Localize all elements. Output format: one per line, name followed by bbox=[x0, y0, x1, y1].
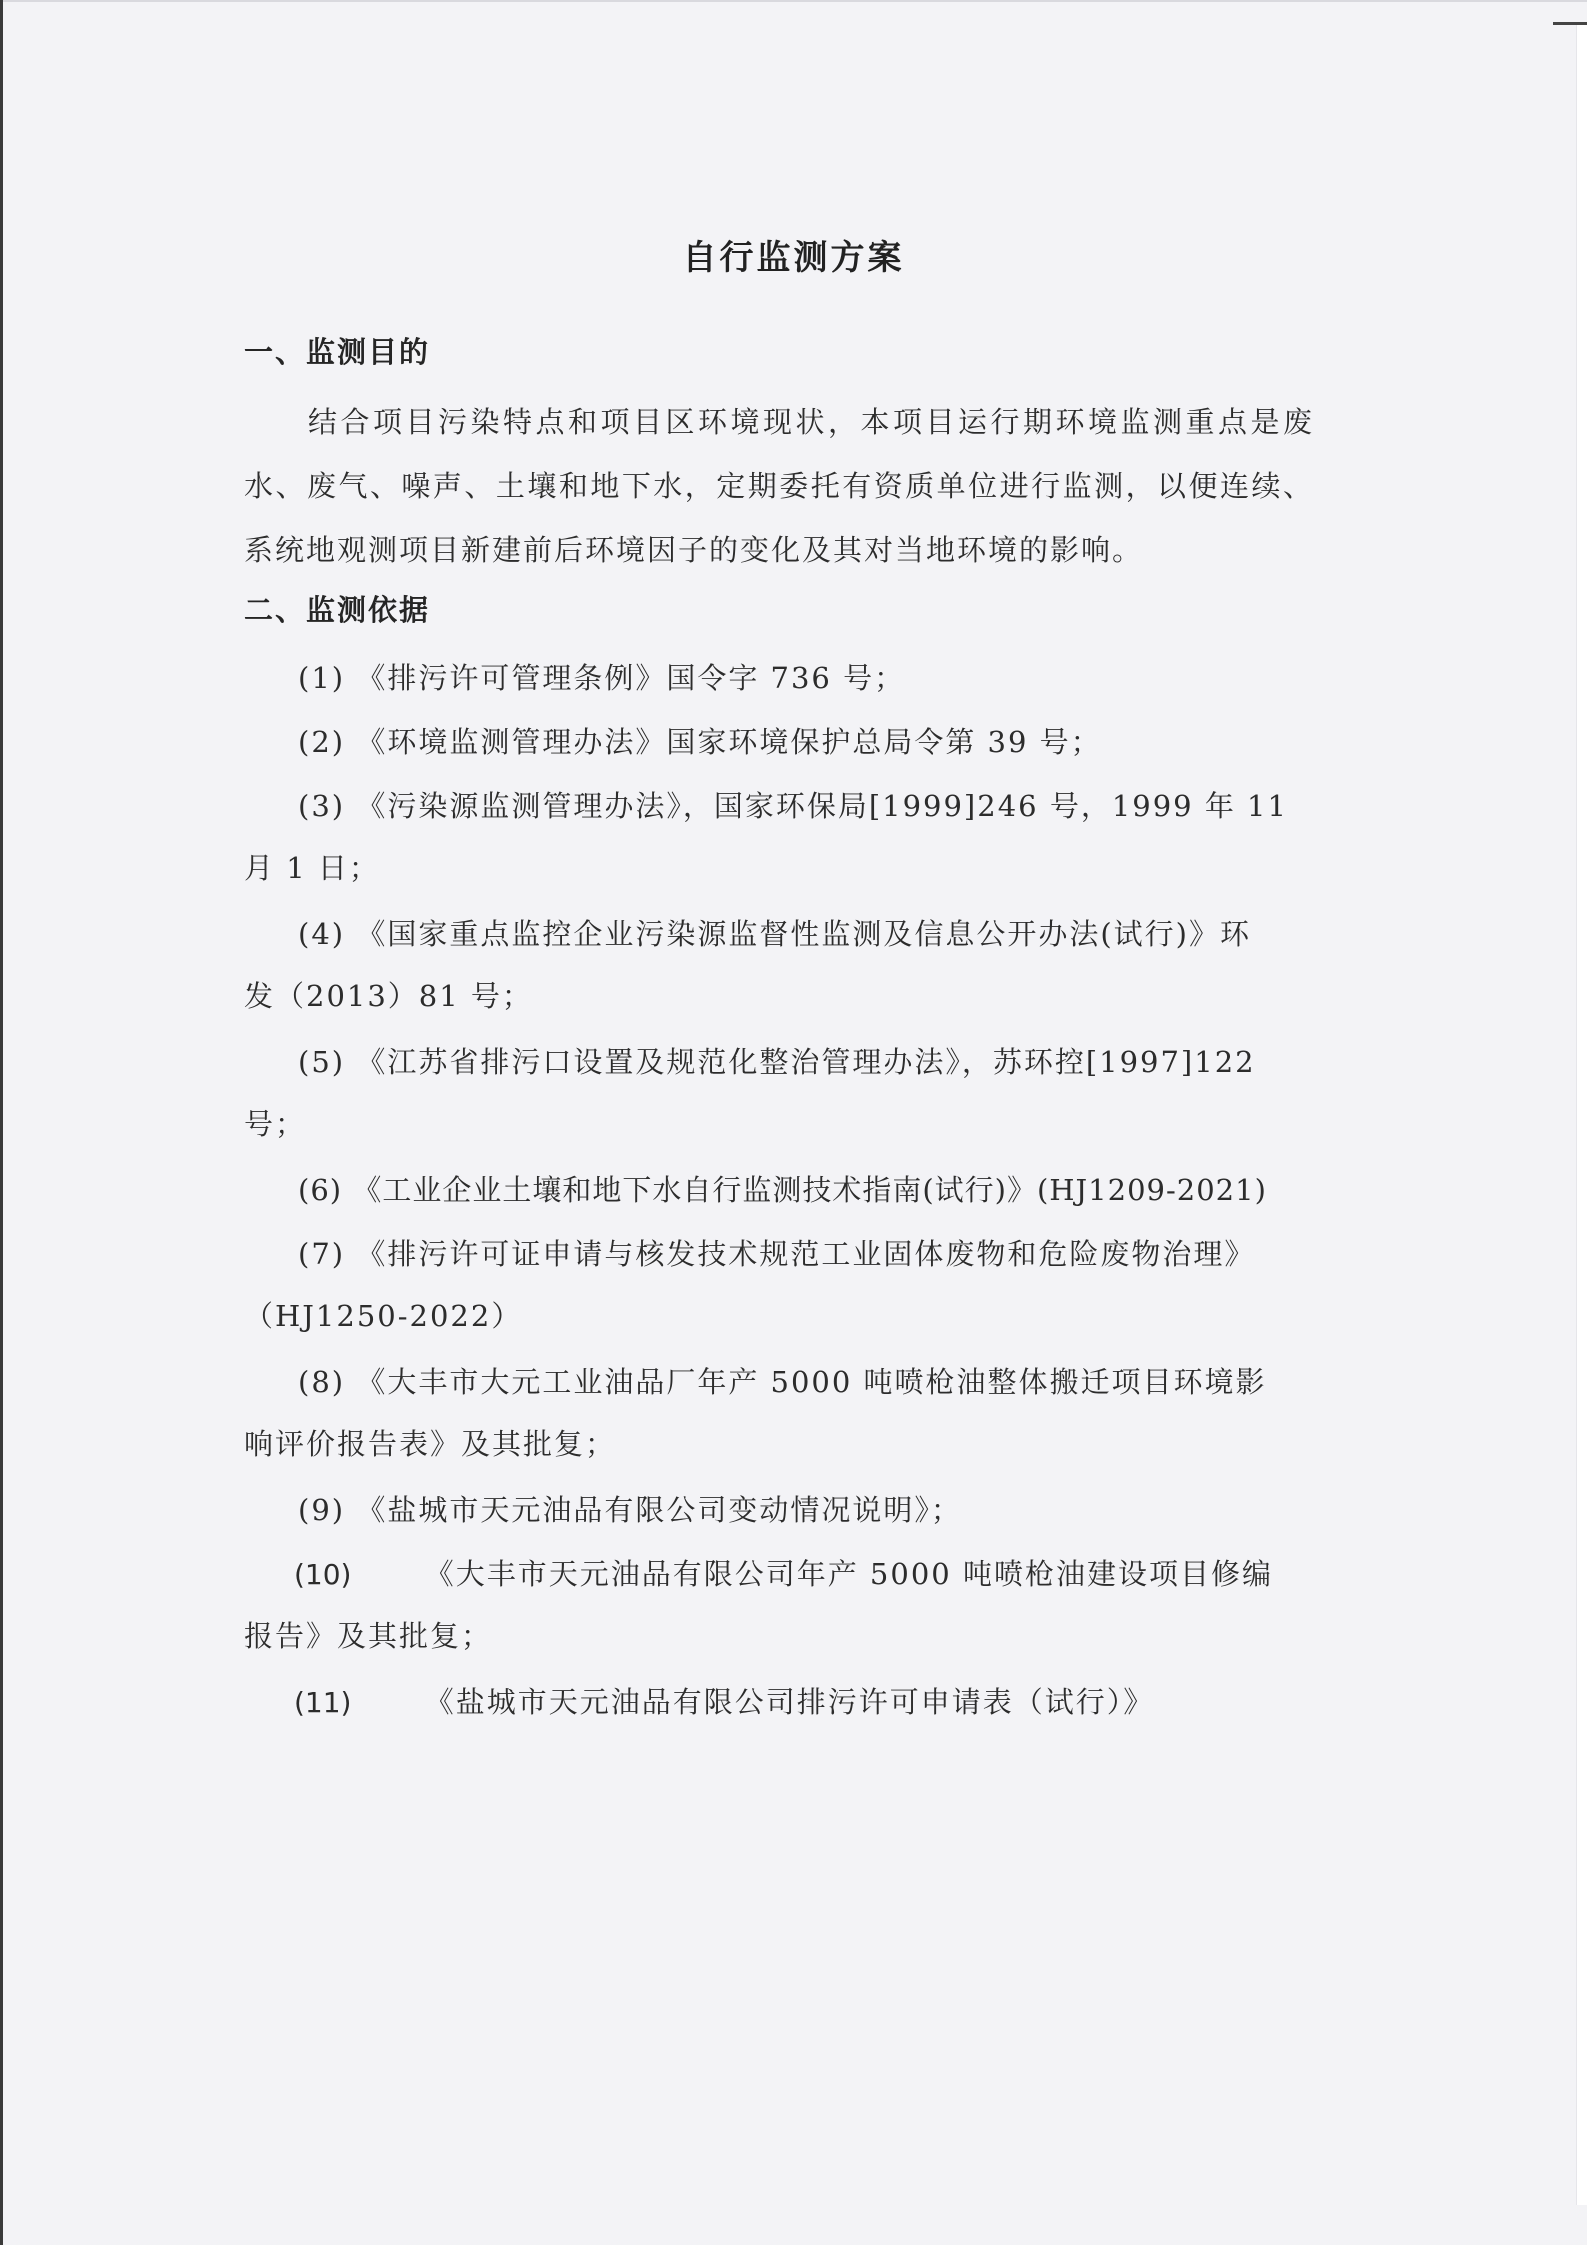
item-text: 《国家重点监控企业污染源监督性监测及信息公开办法(试行)》环 bbox=[356, 917, 1251, 951]
item-number: (11) bbox=[294, 1686, 352, 1719]
basis-item-7-continued: （HJ1250-2022） bbox=[244, 1299, 523, 1333]
item-text: 《大丰市天元油品有限公司年产 5000 吨喷枪油建设项目修编 bbox=[424, 1557, 1273, 1591]
basis-item-3 bbox=[298, 784, 1288, 825]
item-text: 《工业企业土壤和地下水自行监测技术指南(试行)》(HJ1209-2021) bbox=[352, 1173, 1267, 1207]
basis-item-10-continued: 报告》及其批复； bbox=[244, 1619, 493, 1653]
basis-item-7 bbox=[298, 1232, 1255, 1273]
item-number: (2) bbox=[298, 725, 346, 759]
item-number: (10) bbox=[294, 1558, 352, 1591]
item-text: 《大丰市大元工业油品厂年产 5000 吨喷枪油整体搬迁项目环境影 bbox=[356, 1365, 1267, 1399]
basis-item-9 bbox=[298, 1488, 962, 1529]
section-heading-basis: 二、监测依据 bbox=[244, 593, 431, 627]
basis-item-6 bbox=[298, 1168, 1267, 1209]
item-text: 《污染源监测管理办法》，国家环保局[1999]246 号，1999 年 11 bbox=[356, 789, 1288, 823]
basis-item-1 bbox=[298, 656, 905, 697]
item-number: (8) bbox=[298, 1365, 346, 1399]
item-text: 《江苏省排污口设置及规范化整治管理办法》，苏环控[1997]122 bbox=[356, 1045, 1256, 1079]
item-number: (9) bbox=[298, 1493, 346, 1527]
basis-item-5-continued: 号； bbox=[244, 1107, 307, 1141]
basis-item-11 bbox=[294, 1680, 1154, 1721]
section-heading-purpose: 一、监测目的 bbox=[244, 335, 431, 369]
basis-item-4-continued: 发（2013）81 号； bbox=[244, 979, 533, 1013]
item-number: (6) bbox=[298, 1173, 343, 1207]
item-number: (1) bbox=[298, 661, 346, 695]
item-text: 《环境监测管理办法》国家环境保护总局令第 39 号； bbox=[356, 725, 1102, 759]
basis-item-2 bbox=[298, 720, 1102, 761]
item-text: 《排污许可管理条例》国令字 736 号； bbox=[356, 661, 906, 695]
scan-left-edge bbox=[0, 0, 3, 2245]
basis-item-8 bbox=[298, 1360, 1267, 1401]
basis-item-3-continued: 月 1 日； bbox=[244, 851, 380, 885]
scan-top-edge bbox=[0, 0, 1587, 2]
basis-item-10 bbox=[294, 1552, 1273, 1593]
basis-item-4 bbox=[298, 912, 1251, 953]
purpose-paragraph: 结合项目污染特点和项目区环境现状，本项目运行期环境监测重点是废水、废气、噪声、土壤和地下水，定期委托有资质单位进行监测，以便连续、系统地观测项目新建前后环境因子的变化及其对当地环境的影响。 bbox=[244, 405, 1314, 567]
item-text: 《盐城市天元油品有限公司变动情况说明》； bbox=[356, 1493, 962, 1527]
item-text: 《盐城市天元油品有限公司排污许可申请表（试行）》 bbox=[424, 1685, 1155, 1719]
scan-right-edge bbox=[1576, 25, 1587, 2205]
item-number: (4) bbox=[298, 917, 346, 951]
document-title: 自行监测方案 bbox=[682, 238, 905, 278]
item-number: (5) bbox=[298, 1045, 346, 1079]
item-number: (3) bbox=[298, 789, 346, 823]
basis-item-8-continued: 响评价报告表》及其批复； bbox=[244, 1427, 617, 1461]
item-text: 《排污许可证申请与核发技术规范工业固体废物和危险废物治理》 bbox=[356, 1237, 1256, 1271]
item-number: (7) bbox=[298, 1237, 346, 1271]
basis-item-5 bbox=[298, 1040, 1256, 1081]
